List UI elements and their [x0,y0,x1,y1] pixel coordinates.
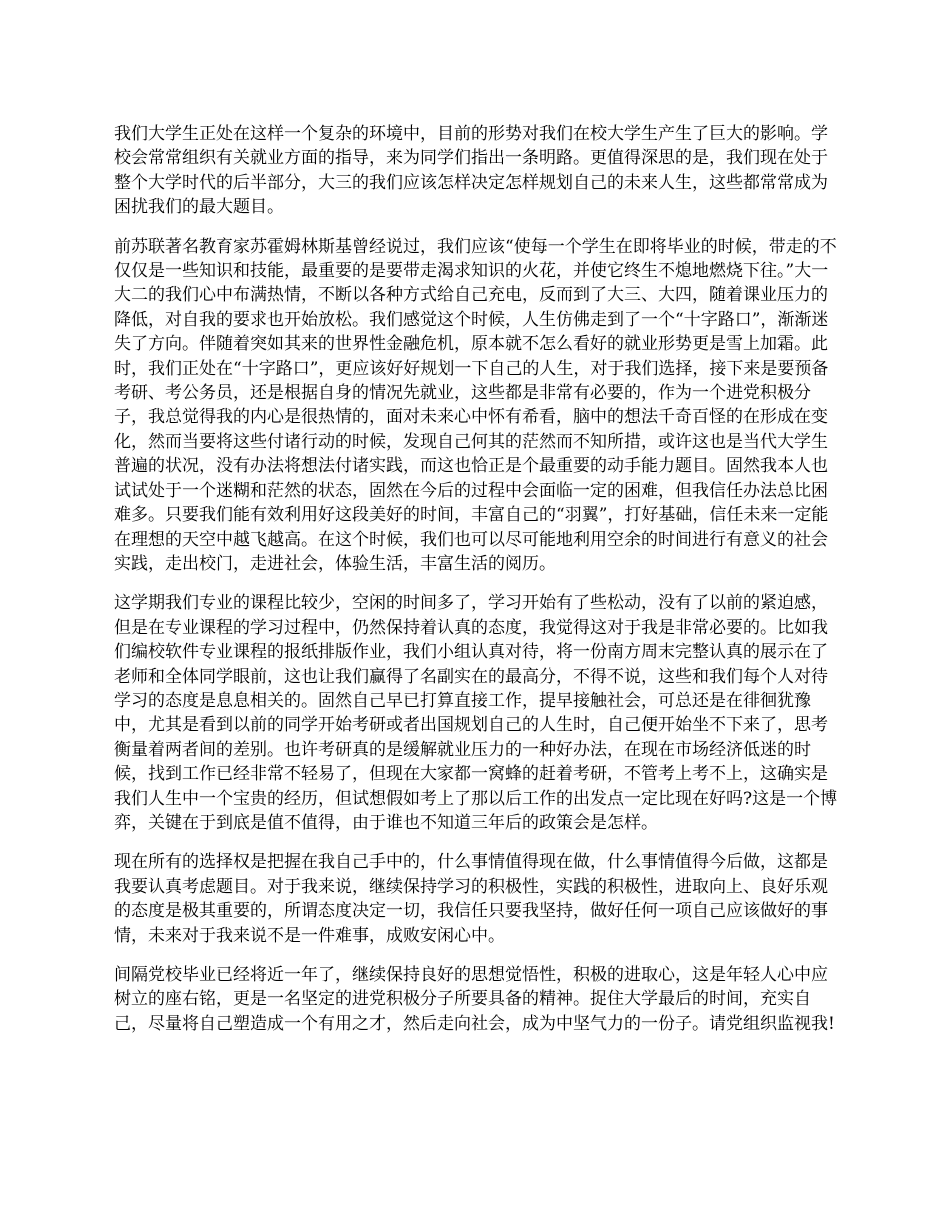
paragraph-2: 前苏联著名教育家苏霍姆林斯基曾经说过，我们应该“使每一个学生在即将毕业的时候，带走的不仅仅是一些知识和技能，最重要的是要带走渴求知识的火花，并使它终生不熄地燃烧下往。”大一大二的我们心中布满热情，不断以各种方式给自己充电，反而到了大三、大四，随着课业压力的降低，对自我的要求也开始放松。我们感觉这个时候，人生仿佛走到了一个“十字路口”，渐渐迷失了方向。伴随着突如其来的世界性金融危机，原本就不怎么看好的就业形势更是雪上加霜。此时，我们正处在“十字路口”，更应该好好规划一下自己的人生，对于我们选择，接下来是要预备考研、考公务员，还是根据自身的情况先就业，这些都是非常有必要的，作为一个进党积极分子，我总觉得我的内心是很热情的，面对未来心中怀有希看，脑中的想法千奇百怪的在形成在变化，然而当要将这些付诸行动的时候，发现自己何其的茫然而不知所措，或许这也是当代大学生普遍的状况，没有办法将想法付诸实践，而这也恰正是个最重要的动手能力题目。固然我本人也试试处于一个迷糊和茫然的状态，固然在今后的过程中会面临一定的困难，但我信任办法总比困难多。只要我们能有效利用好这段美好的时间，丰富自己的“羽翼”，打好基础，信任未来一定能在理想的天空中越飞越高。在这个时候，我们也可以尽可能地利用空余的时间进行有意义的社会实践，走出校门，走进社会，体验生活，丰富生活的阅历。 [114,236,837,574]
paragraph-1: 我们大学生正处在这样一个复杂的环境中，目前的形势对我们在校大学生产生了巨大的影响。学校会常常组织有关就业方面的指导，来为同学们指出一条明路。更值得深思的是，我们现在处于整个大学时代的后半部分，大三的我们应该怎样决定怎样规划自己的未来人生，这些都常常成为困扰我们的最大题目。 [114,124,828,218]
paragraph-5: 间隔党校毕业已经将近一年了，继续保持良好的思想觉悟性，积极的进取心，这是年轻人心中应树立的座右铭，更是一名坚定的进党积极分子所要具备的精神。捉住大学最后的时间，充实自己，尽量将自己塑造成一个有用之才，然后走向社会，成为中坚气力的一份子。请党组织监视我! [114,965,835,1034]
paragraph-3: 这学期我们专业的课程比较少，空闲的时间多了，学习开始有了些松动，没有了以前的紧迫感，但是在专业课程的学习过程中，仍然保持着认真的态度，我觉得这对于我是非常必要的。比如我们编校软件专业课程的报纸排版作业，我们小组认真对待，将一份南方周末完整认真的展示在了老师和全体同学眼前，这也让我们赢得了名副实在的最高分，不得不说，这些和我们每个人对待学习的态度是息息相关的。固然自己早已打算直接工作，提早接触社会，可总还是在徘徊犹豫中，尤其是看到以前的同学开始考研或者出国规划自己的人生时，自己便开始坐不下来了，思考衡量着两者间的差别。也许考研真的是缓解就业压力的一种好办法，在现在市场经济低迷的时候，找到工作已经非常不轻易了，但现在大家都一窝蜂的赶着考研，不管考上考不上，这确实是我们人生中一个宝贵的经历，但试想假如考上了那以后工作的出发点一定比现在好吗?这是一个博弈，关键在于到底是值不值得，由于谁也不知道三年后的政策会是怎样。 [114,593,838,833]
document-body [114,122,840,1051]
paragraph-4: 现在所有的选择权是把握在我自己手中的，什么事情值得现在做，什么事情值得今后做，这都是我要认真考虑题目。对于我来说，继续保持学习的积极性，实践的积极性，进取向上、良好乐观的态度是极其重要的，所谓态度决定一切，我信任只要我坚持，做好任何一项自己应该做好的事情，未来对于我来说不是一件难事，成败安闲心中。 [114,852,828,946]
